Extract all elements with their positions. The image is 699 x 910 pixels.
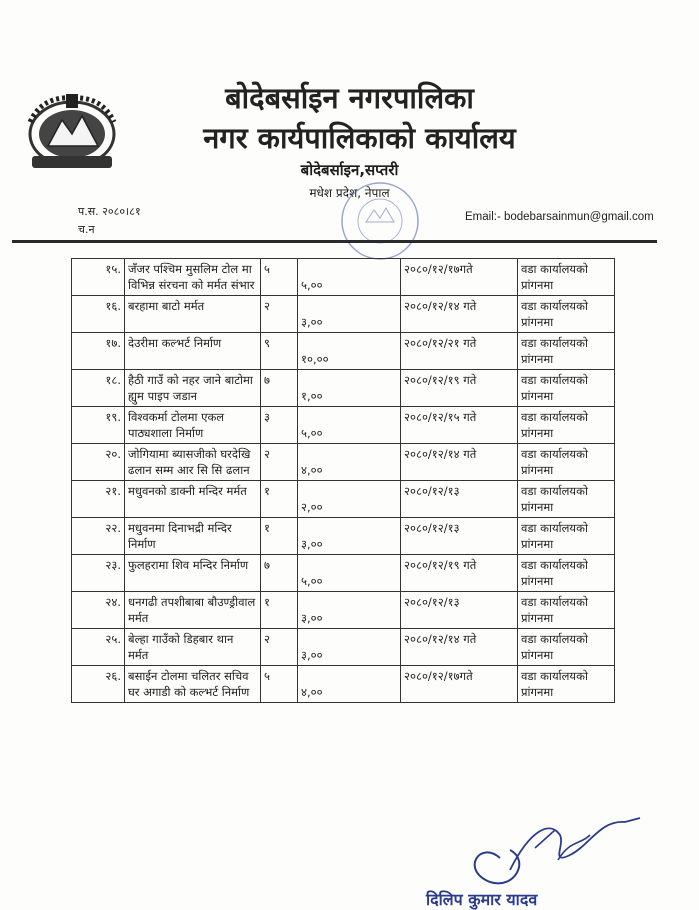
- cell-desc: जँजर पश्चिम मुसलिम टोल मा विभिन्न संरचना को मर्मत संभार: [125, 259, 261, 296]
- cell-sn: २१.: [72, 481, 125, 518]
- cell-amount: ५,००: [298, 407, 401, 444]
- municipality-name: बोदेबर्साइन नगरपालिका: [225, 81, 474, 115]
- cell-date: २०८०/१२/१९ गते: [401, 370, 518, 407]
- cell-sn: १६.: [72, 296, 125, 333]
- cell-desc: विश्वकर्मा टोलमा एकल पाठ्यशाला निर्माण: [125, 407, 261, 444]
- cell-desc: बसाईन टोलमा चलितर सचिव घर अगाडी को कल्भर्ट निर्माण: [125, 666, 261, 703]
- cell-sn: २२.: [72, 518, 125, 555]
- cell-ward: १: [261, 592, 298, 629]
- email-address: Email:- bodebarsainmun@gmail.com: [465, 211, 654, 223]
- cell-date: २०८०/१२/१४ गते: [401, 296, 518, 333]
- signatory-name: दिलिप कुमार यादव: [426, 890, 538, 909]
- cell-amount: ३,००: [298, 629, 401, 666]
- cell-location: वडा कार्यालयको प्रांगनमा: [518, 296, 615, 333]
- cell-date: २०८०/१२/१५ गते: [401, 407, 518, 444]
- table-row: [72, 555, 615, 592]
- cell-ward: १: [261, 518, 298, 555]
- cell-location: वडा कार्यालयको प्रांगनमा: [518, 444, 615, 481]
- cell-desc: बेल्हा गाउँको डिहबार थान मर्मत: [125, 629, 261, 666]
- cell-ward: ९: [261, 333, 298, 370]
- cell-desc: फुलहरामा शिव मन्दिर निर्माण: [125, 555, 261, 592]
- cell-date: २०८०/१२/१७गते: [401, 666, 518, 703]
- cell-amount: ४,००: [298, 666, 401, 703]
- cell-ward: २: [261, 296, 298, 333]
- table-row: [72, 481, 615, 518]
- cell-sn: २५.: [72, 629, 125, 666]
- table-row: [72, 407, 615, 444]
- table-row: [72, 333, 615, 370]
- office-name: नगर कार्यपालिकाको कार्यालय: [203, 121, 516, 155]
- cell-amount: १०,००: [298, 333, 401, 370]
- office-stamp-icon: [322, 176, 432, 271]
- cell-amount: ३,००: [298, 296, 401, 333]
- cell-desc: मधुवनको डाक्नी मन्दिर मर्मत: [125, 481, 261, 518]
- cell-ward: १: [261, 481, 298, 518]
- cell-ward: ३: [261, 407, 298, 444]
- cell-date: २०८०/१२/२१ गते: [401, 333, 518, 370]
- cell-desc: देउरीमा कल्भर्ट निर्माण: [125, 333, 261, 370]
- cell-desc: हैठी गाउँ को नहर जाने बाटोमा ह्युम पाइप जडान: [125, 370, 261, 407]
- cell-location: वडा कार्यालयको प्रांगनमा: [518, 333, 615, 370]
- cell-desc: धनगढी तपशीबाबा बौउण्ड्रीवाल मर्मत: [125, 592, 261, 629]
- cell-ward: ७: [261, 370, 298, 407]
- ps-number: प.स. २०८०।८१: [78, 205, 141, 218]
- works-table: [71, 258, 615, 703]
- cell-date: २०८०/१२/१९ गते: [401, 555, 518, 592]
- cell-date: २०८०/१२/१३: [401, 518, 518, 555]
- cell-amount: ५,००: [298, 259, 401, 296]
- cell-ward: ५: [261, 666, 298, 703]
- cell-amount: ४,००: [298, 444, 401, 481]
- cell-location: वडा कार्यालयको प्रांगनमा: [518, 629, 615, 666]
- cell-desc: जोगियामा ब्यासजीको घरदेखि ढलान सम्म आर सि सि ढलान: [125, 444, 261, 481]
- cell-date: २०८०/१२/१३: [401, 481, 518, 518]
- cell-sn: १७.: [72, 333, 125, 370]
- table-row: [72, 259, 615, 296]
- cell-amount: १,००: [298, 370, 401, 407]
- cell-location: वडा कार्यालयको प्रांगनमा: [518, 407, 615, 444]
- header-divider: [12, 240, 657, 243]
- cell-location: वडा कार्यालयको प्रांगनमा: [518, 259, 615, 296]
- cell-amount: ३,००: [298, 592, 401, 629]
- cell-desc: मधुवनमा दिनाभद्री मन्दिर निर्माण: [125, 518, 261, 555]
- cell-location: वडा कार्यालयको प्रांगनमा: [518, 370, 615, 407]
- table-row: [72, 296, 615, 333]
- cell-desc: बरहामा बाटो मर्मत: [125, 296, 261, 333]
- cell-ward: २: [261, 444, 298, 481]
- cell-date: २०८०/१२/१४ गते: [401, 629, 518, 666]
- cell-sn: २६.: [72, 666, 125, 703]
- cell-amount: ५,००: [298, 555, 401, 592]
- table-row: [72, 666, 615, 703]
- cell-ward: २: [261, 629, 298, 666]
- cn-number: च.न: [78, 223, 95, 236]
- cell-location: वडा कार्यालयको प्रांगनमा: [518, 481, 615, 518]
- cell-date: २०८०/१२/१४ गते: [401, 444, 518, 481]
- cell-location: वडा कार्यालयको प्रांगनमा: [518, 518, 615, 555]
- cell-location: वडा कार्यालयको प्रांगनमा: [518, 592, 615, 629]
- cell-date: २०८०/१२/१७गते: [401, 259, 518, 296]
- cell-location: वडा कार्यालयको प्रांगनमा: [518, 555, 615, 592]
- cell-sn: २३.: [72, 555, 125, 592]
- table-row: [72, 370, 615, 407]
- province-location: मधेश प्रदेश, नेपाल: [309, 186, 390, 200]
- cell-amount: २,००: [298, 481, 401, 518]
- cell-sn: २०.: [72, 444, 125, 481]
- cell-location: वडा कार्यालयको प्रांगनमा: [518, 666, 615, 703]
- cell-ward: ७: [261, 555, 298, 592]
- table-row: [72, 592, 615, 629]
- cell-ward: ५: [261, 259, 298, 296]
- cell-date: २०८०/१२/१३: [401, 592, 518, 629]
- cell-sn: २४.: [72, 592, 125, 629]
- cell-sn: १५.: [72, 259, 125, 296]
- table-row: [72, 518, 615, 555]
- office-location: बोदेबर्साइन,सप्तरी: [300, 161, 399, 179]
- cell-sn: १९.: [72, 407, 125, 444]
- table-row: [72, 444, 615, 481]
- cell-sn: १८.: [72, 370, 125, 407]
- cell-amount: ३,००: [298, 518, 401, 555]
- table-row: [72, 629, 615, 666]
